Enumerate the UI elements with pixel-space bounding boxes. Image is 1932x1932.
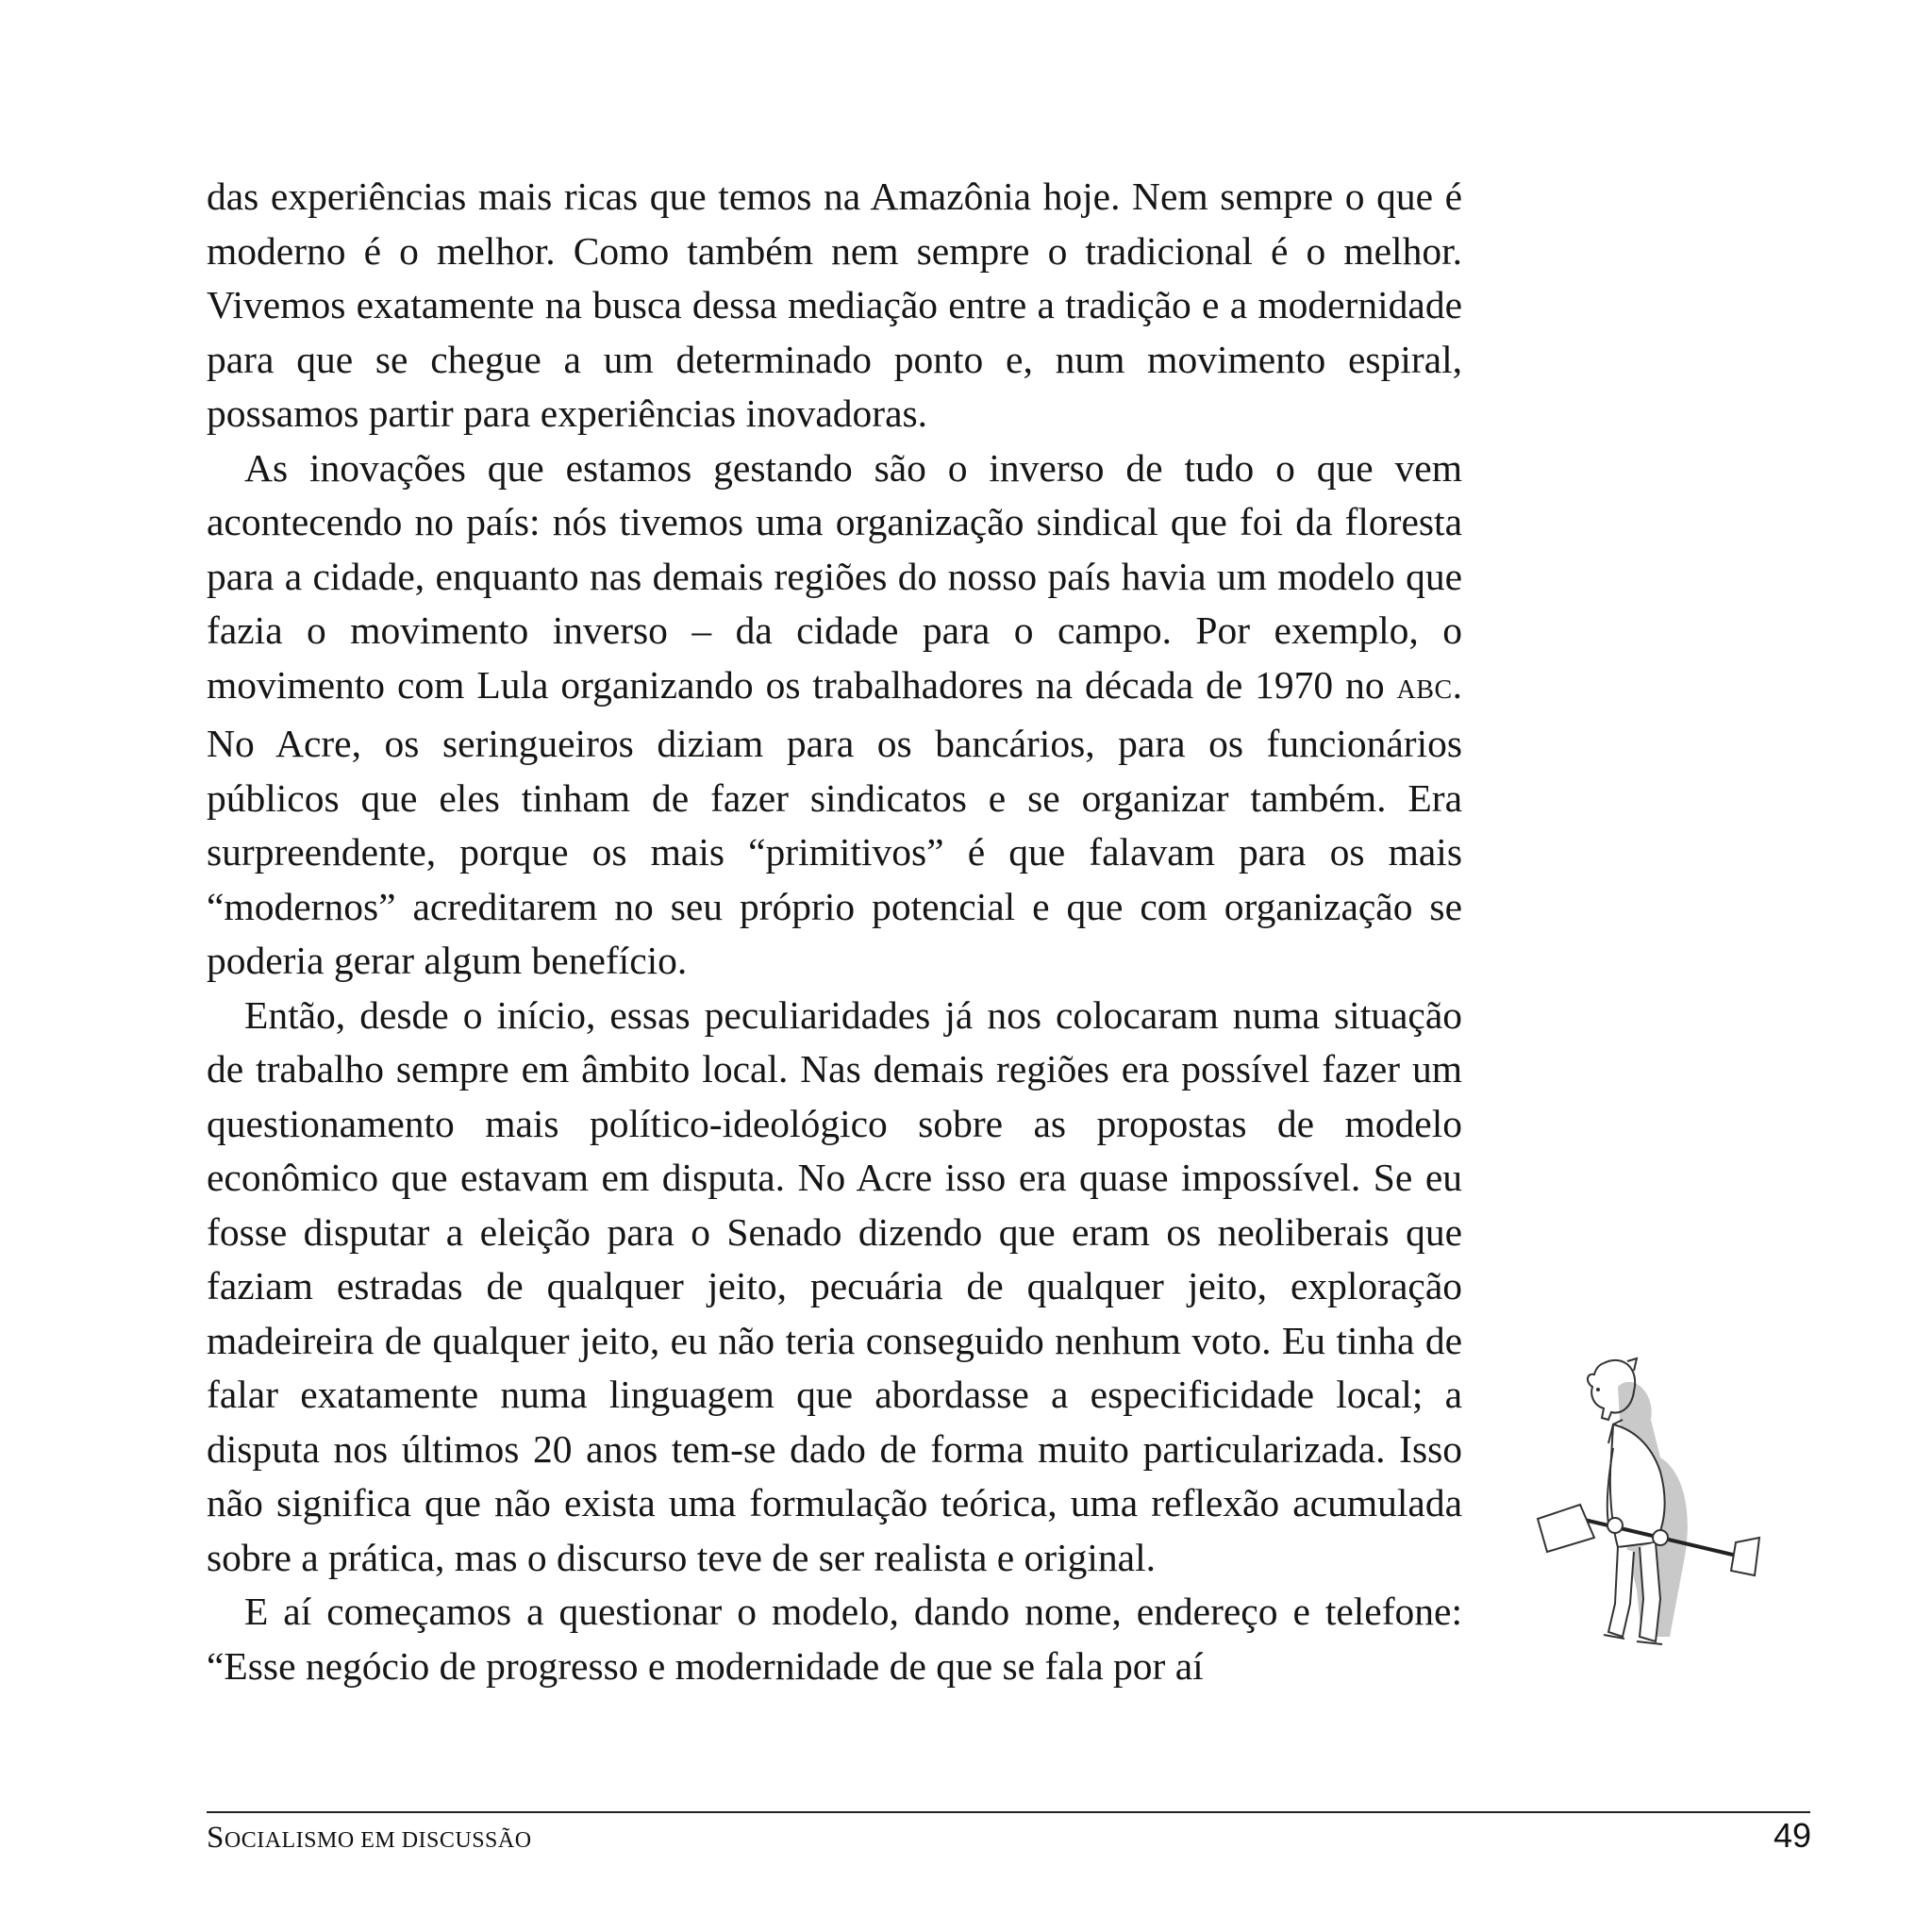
- paragraph-2: [207, 441, 1462, 989]
- footer-title-initial: S: [207, 1821, 225, 1855]
- page-number: 49: [1773, 1816, 1811, 1855]
- footer-rule: [207, 1811, 1810, 1813]
- abc-abbreviation: ABC: [1396, 675, 1453, 705]
- running-footer-title: [207, 1821, 532, 1856]
- man-with-shovel-illustration: [1528, 1354, 1774, 1674]
- paragraph-2-start: As inovações que estamos gestando são o inverso de tudo o que vem acontecendo no país: nós tivemos uma organização sindical que foi da floresta para a cidade, enquanto nas demais regiões do nosso país havia um modelo que fazia o movimento inverso – da cidade para o campo. Por exemplo, o movimento com Lula organizando os trabalhadores na década de 1970 no: [207, 445, 1462, 707]
- paragraph-1: das experiências mais ricas que temos na Amazônia hoje. Nem sempre o que é moderno é o melhor. Como também nem sempre o tradicional é o melhor. Vivemos exatamente na busca dessa mediação entre a tradição e a modernidade para que se chegue a um determinado ponto e, num movimento espiral, possamos partir para experiências inovadoras.: [207, 175, 1462, 435]
- footer-title-rest: OCIALISMO EM DISCUSSÃO: [224, 1828, 532, 1853]
- paragraph-2-end: . No Acre, os seringueiros diziam para os bancários, para os funcionários públicos que eles tinham de fazer sindicatos e se organizar também. Era surpreendente, porque os mais “primitivos” é que falavam para os mais “modernos” acreditarem no seu próprio potencial e que com organização se poderia gerar algum benefício.: [207, 662, 1462, 982]
- paragraph-3: Então, desde o início, essas peculiaridades já nos colocaram numa situação de trabalho sempre em âmbito local. Nas demais regiões era possível fazer um questionamento mais político-ideológico sobre as propostas de modelo econômico que estavam em disputa. No Acre isso era quase impossível. Se eu fosse disputar a eleição para o Senado dizendo que eram os neoliberais que faziam estradas de qualquer jeito, pecuária de qualquer jeito, exploração madeireira de qualquer jeito, eu não teria conseguido nenhum voto. Eu tinha de falar exatamente numa linguagem que abordasse a especificidade local; a disputa nos últimos 20 anos tem-se dado de forma muito particularizada. Isso não significa que não exista uma formulação teórica, uma reflexão acumulada sobre a prática, mas o discurso teve de ser realista e original.: [207, 992, 1462, 1579]
- body-text: [207, 170, 1462, 1693]
- paragraph-4: E aí começamos a questionar o modelo, dando nome, endereço e telefone: “Esse negócio de progresso e modernidade de que se fala por aí: [207, 1590, 1462, 1688]
